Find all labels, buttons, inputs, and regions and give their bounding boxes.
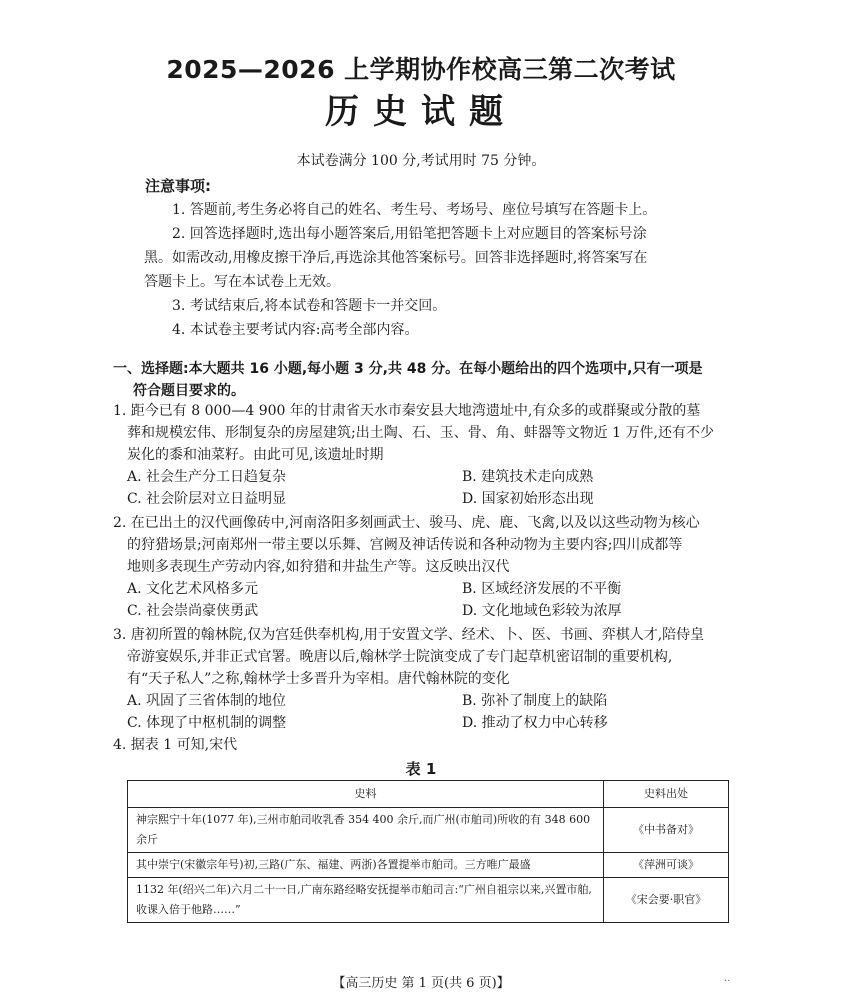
question-stem: 4. 据表 1 可知,宋代	[113, 737, 238, 753]
option-d: D. 国家初始形态出现	[462, 491, 594, 507]
question-stem: 地则多表现生产劳动内容,如狩猎和井盐生产等。这反映出汉代	[127, 559, 510, 575]
question-stem: 有“天子私人”之称,翰林学士多晋升为宰相。唐代翰林院的变化	[127, 671, 510, 687]
question-4	[113, 734, 733, 756]
question-stem: 葬和规模宏伟、形制复杂的房屋建筑;出土陶、石、玉、骨、角、蚌器等文物近 1 万件,还有不少	[127, 425, 714, 441]
option-a: A. 文化艺术风格多元	[127, 581, 259, 597]
option-c: C. 社会阶层对立日益明显	[127, 491, 287, 507]
notice-list	[144, 198, 704, 342]
notice-item: 1. 答题前,考生务必将自己的姓名、考生号、考场号、座位号填写在答题卡上。	[172, 202, 657, 218]
table-cell-source: 《萍洲可谈》	[604, 853, 729, 878]
option-a: A. 社会生产分工日趋复杂	[127, 469, 287, 485]
corner-mark: ··	[724, 976, 731, 987]
notice-item: 2. 回答选择题时,选出每小题答案后,用铅笔把答题卡上对应题目的答案标号涂	[172, 226, 647, 242]
notice-item: 3. 考试结束后,将本试卷和答题卡一并交回。	[172, 298, 447, 314]
table-header: 史料出处	[604, 781, 729, 808]
table-header: 史料	[128, 781, 604, 808]
subject-title: 历史试题	[325, 92, 517, 132]
question-stem: 帝游宴娱乐,并非正式官署。晚唐以后,翰林学士院演变成了专门起草机密诏制的重要机构,	[127, 649, 673, 665]
table-row	[128, 878, 729, 923]
table-cell-source: 《中书备对》	[604, 808, 729, 853]
question-2	[113, 512, 733, 622]
option-a: A. 巩固了三省体制的地位	[127, 693, 287, 709]
option-b: B. 弥补了制度上的缺陷	[462, 693, 608, 709]
exam-title: 2025—2026 上学期协作校高三第二次考试	[166, 55, 676, 84]
question-3	[113, 624, 733, 734]
notice-item-cont: 黑。如需改动,用橡皮擦干净后,再选涂其他答案标号。回答非选择题时,将答案写在	[144, 250, 648, 266]
section-heading-line: 一、选择题:本大题共 16 小题,每小题 3 分,共 48 分。在每小题给出的四个选项中,只有一项是	[113, 361, 703, 377]
table-caption: 表 1	[405, 760, 437, 778]
table-row	[128, 808, 729, 853]
notice-heading: 注意事项:	[145, 177, 211, 195]
question-stem: 2. 在已出土的汉代画像砖中,河南洛阳多刻画武士、骏马、虎、鹿、飞禽,以及以这些动物为核心	[113, 515, 700, 531]
table-cell-text: 其中崇宁(宋徽宗年号)初,三路(广东、福建、两浙)各置提举市舶司。三方唯广最盛	[128, 853, 604, 878]
question-stem: 1. 距今已有 8 000—4 900 年的甘肃省天水市秦安县大地湾遗址中,有众多的或群聚或分散的墓	[113, 403, 701, 419]
section-heading	[113, 358, 733, 402]
option-b: B. 区域经济发展的不平衡	[462, 581, 622, 597]
question-stem: 的狩猎场景;河南郑州一带主要以乐舞、宫阙及神话传说和各种动物为主要内容;四川成都等	[127, 537, 683, 553]
option-c: C. 体现了中枢机制的调整	[127, 715, 287, 731]
table-cell-text: 神宗熙宁十年(1077 年),三州市舶司收乳香 354 400 余斤,而广州(市舶司)所收的有 348 600 余斤	[128, 808, 604, 853]
notice-item-cont: 答题卡上。写在本试卷上无效。	[144, 274, 340, 290]
table-header-row	[128, 781, 729, 808]
exam-intro: 本试卷满分 100 分,考试用时 75 分钟。	[296, 153, 546, 169]
option-b: B. 建筑技术走向成熟	[462, 469, 594, 485]
question-1	[113, 400, 733, 510]
table-row	[128, 853, 729, 878]
table-cell-source: 《宋会要·职官》	[604, 878, 729, 923]
history-table	[127, 780, 729, 923]
option-d: D. 文化地域色彩较为浓厚	[462, 603, 622, 619]
option-d: D. 推动了权力中心转移	[462, 715, 608, 731]
question-stem: 炭化的黍和油菜籽。由此可见,该遗址时期	[127, 447, 384, 463]
page-footer: 【高三历史 第 1 页(共 6 页)】	[332, 976, 510, 991]
notice-item: 4. 本试卷主要考试内容:高考全部内容。	[172, 322, 419, 338]
question-stem: 3. 唐初所置的翰林院,仅为宫廷供奉机构,用于安置文学、经术、卜、医、书画、弈棋人才,陪侍皇	[113, 627, 705, 643]
table-cell-text: 1132 年(绍兴二年)六月二十一日,广南东路经略安抚提举市舶司言:“广州自祖宗以来,兴置市舶,收课入倍于他路……”	[128, 878, 604, 923]
section-heading-line: 符合题目要求的。	[133, 383, 245, 399]
option-c: C. 社会崇尚豪侠勇武	[127, 603, 259, 619]
